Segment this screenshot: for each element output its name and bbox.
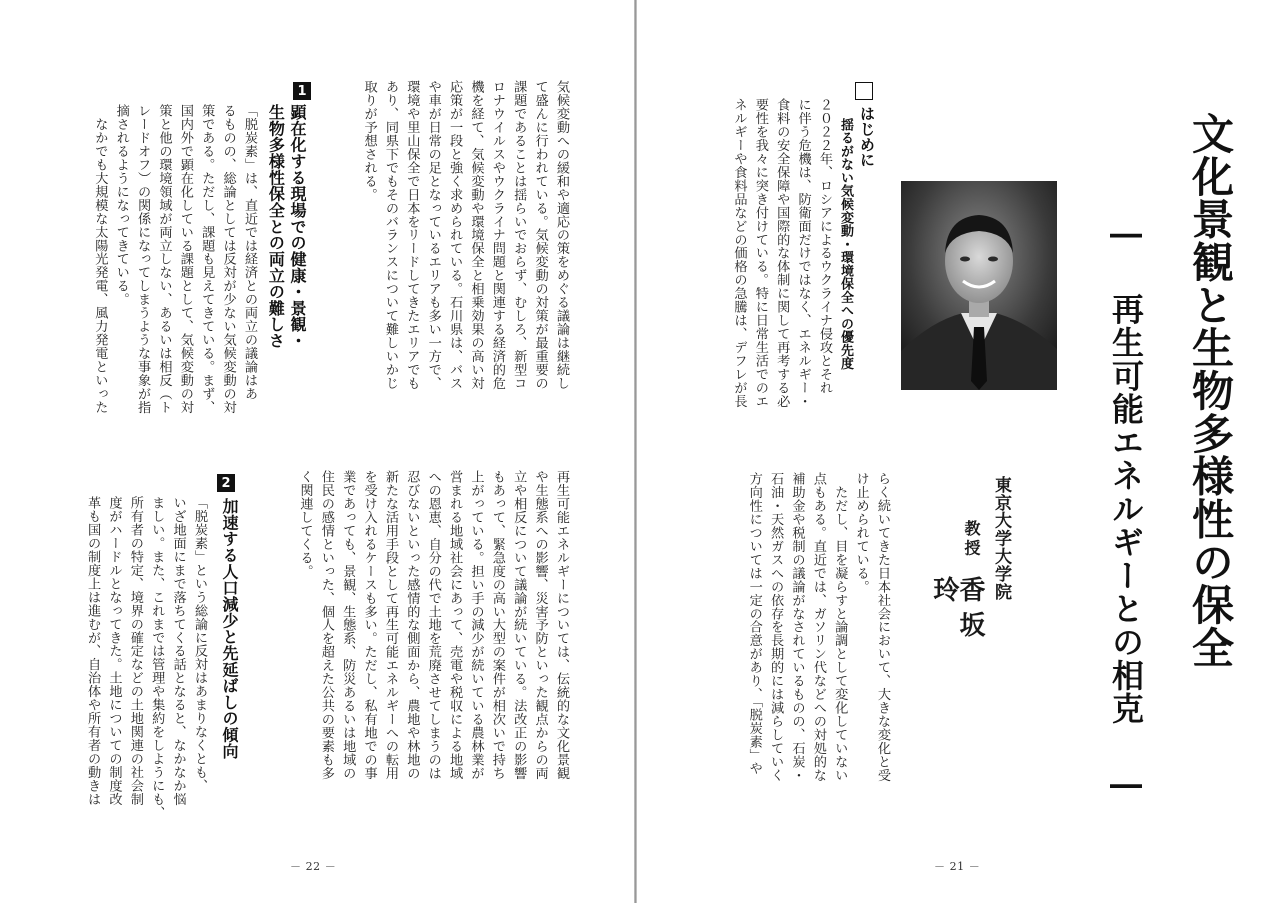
intro-heading: はじめに xyxy=(858,106,876,168)
section-2-heading: 加速する人口減少と先延ばしの傾向 xyxy=(220,498,239,760)
section-2-number-badge: 2 xyxy=(217,474,235,492)
right-page xyxy=(637,0,1270,903)
article-title: 文化景観と生物多様性の保全 xyxy=(1186,112,1235,669)
intro-heading-box xyxy=(855,82,873,100)
author-affiliation: 東京大学大学院 xyxy=(991,476,1011,601)
intro-text: ２０２２年、ロシアによるウクライナ侵攻とそれ に伴う危機は、防衛面だけではなく、エネルギー・ 食料の安全保障や国際的な体制に関して再考する必 要性を我々に突き付けている。特に日常生活でのエ ネルギーや食料品などの価格の急騰は、デフレが長 xyxy=(731,98,832,408)
intro-subheading: 揺るがない気候変動・環境保全への優先度 xyxy=(838,118,853,370)
page-number-right: － 21 － xyxy=(934,860,981,873)
article-subtitle: ― 再生可能エネルギーとの相克 ― xyxy=(1107,214,1145,804)
page-number-left: － 22 － xyxy=(290,860,337,873)
author-name: 香坂 玲 xyxy=(929,576,985,647)
section-1-heading: 顕在化する現場での健康・景観・ 生物多様性保全との両立の難しさ xyxy=(266,104,307,349)
author-rank: 教授 xyxy=(962,520,981,559)
section-2-text: 「脱炭素」という総論に反対はあまりなくとも、 いざ地面にまで落ちてくる話となると、なかなか悩 ましい。また、これまでは管理や集約をしようにも、 所有者の特定、境界の確定などの土地関連の社会制 度がハードルとなってきた。土地についての制度改 革も国の制度上は進むが、自治体や所有者の動きは xyxy=(85,496,207,820)
right-lower-text: らく続いてきた日本社会において、大きな変化と受 け止められている。 ただし、目を凝らすと論調として変化していない 点もある。直近では、ガソリン代などへの対処的な 補助金や税制の議論がなされているものの、石炭・ 石油・天然ガスへの依存を長期的には減らしていく 方向性については一定の合意があり、「脱炭素」や xyxy=(746,472,890,782)
left-middle-text: 再生可能エネルギーについては、伝統的な文化景観 や生態系への影響、災害予防といった観点からの両 立や相反について議論が続いている。法改正の影響 もあって、緊急度の高い大型の案件が相次いで持ち 上がっている。担い手の減少が続いている農林業が 営まれる地域社会にあって、売電や税収による地域 への恩恵、自分の代で土地を荒廃させてしまうのは 忍びないといった感情的な側面から、農地や林地の 新たな活用手段として再生可能エネルギーへの転用 を受け入れるケースも多い。ただし、私有地での事 業であっても、景観、生態系、防災あるいは地域の 住民の感情といった、個人を超えた公共の要素も多 く関連してくる。 xyxy=(297,470,569,780)
section-1-number-badge: 1 xyxy=(293,82,311,100)
author-photo xyxy=(901,181,1057,390)
left-page xyxy=(0,0,634,903)
left-upper-text: 気候変動への緩和や適応の策をめぐる議論は継続し て盛んに行われている。気候変動の対策が最重要の 課題であることは揺らいでおらず、むしろ、新型コ ロナウイルスやウクライナ問題と関連する経済的危 機を経て、気候変動や環境保全と相乗効果の高い対 応策が一段と強く求められている。石川県は、バス や車が日常の足となっているエリアも多い一方で、 環境や里山保全で日本をリードしてきたエリアでも あり、同県下でもそのバランスについて難しいかじ 取りが予想される。 xyxy=(361,80,569,390)
section-1-text: 「脱炭素」は、直近では経済との両立の議論はあ るものの、総論としては反対が少ない気候変動の対 策である。ただし、課題も見えてきている。まず、 国内外で顕在化している課題として、気候変動の対 策と他の環境領域が両立しない、あるいは相反（ト レードオフ）の関係になってしまうような事象が指 摘されるようになってきている。 なかでも大規模な太陽光発電、風力発電といった xyxy=(92,104,257,414)
author-portrait-image xyxy=(901,181,1057,390)
